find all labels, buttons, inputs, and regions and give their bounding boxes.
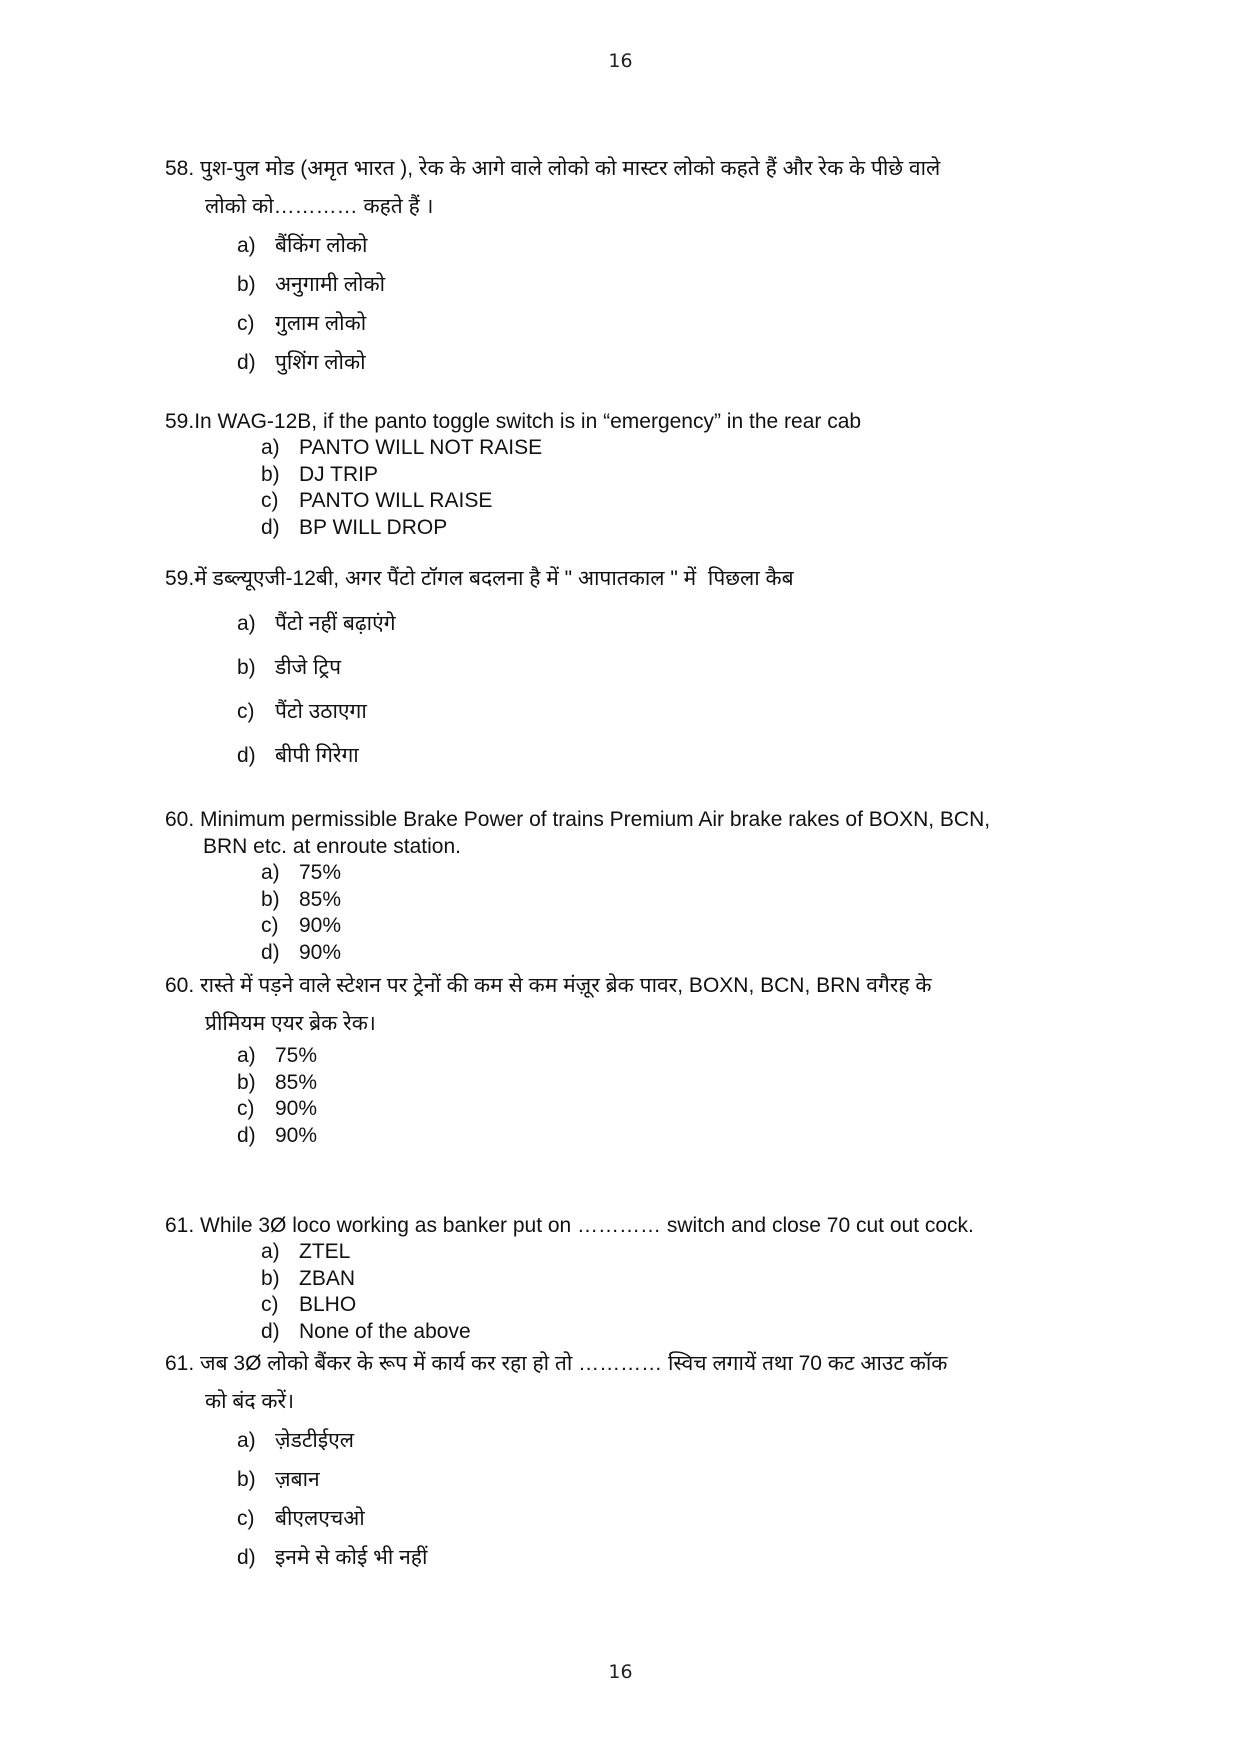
question-58-hindi [165, 150, 940, 382]
option-b[interactable]: b) ZBAN [261, 1266, 356, 1290]
option-b[interactable]: b) ज़बान [237, 1468, 320, 1491]
option-a[interactable]: a) 75% [237, 1044, 318, 1067]
question-text: 61. While 3Ø loco working as banker put on ………… switch and close 70 cut out cock. [165, 1214, 974, 1237]
question-text: 61. जब 3Ø लोको बैंकर के रूप में कार्य कर रहा हो तो ………… स्विच लगायें तथा 70 कट आउट कॉक [165, 1352, 948, 1375]
option-a[interactable]: a) ज़ेडटीईएल [237, 1429, 355, 1452]
question-text: 59.In WAG-12B, if the panto toggle switch is in “emergency” in the rear cab [165, 410, 862, 433]
option-c[interactable]: c) गुलाम लोको [237, 312, 367, 335]
question-text-cont: BRN etc. at enroute station. [203, 835, 461, 858]
option-c[interactable]: c) 90% [237, 1097, 318, 1120]
option-a[interactable]: a) 75% [261, 861, 342, 884]
question-text: 60. रास्ते में पड़ने वाले स्टेशन पर ट्रेनों की कम से कम मंज़ूर ब्रेक पावर, BOXN, BCN, BRN वगैरह के [165, 974, 932, 997]
question-60-hindi [165, 967, 932, 1149]
page-number-bottom: 16 [608, 1661, 633, 1683]
option-b[interactable]: b) DJ TRIP [261, 462, 378, 486]
question-text: 60. Minimum permissible Brake Power of trains Premium Air brake rakes of BOXN, BCN, [165, 808, 991, 831]
option-b[interactable]: b) अनुगामी लोको [237, 273, 386, 296]
question-text: 58. पुश-पुल मोड (अमृत भारत ), रेक के आगे वाले लोको को मास्टर लोको कहते हैं और रेक के पीछे वाले [165, 157, 941, 180]
option-c[interactable]: c) बीएलएचओ [237, 1507, 365, 1530]
option-list [165, 860, 990, 966]
question-text-cont: को बंद करें। [205, 1390, 295, 1413]
option-d[interactable]: d) पुशिंग लोको [237, 351, 366, 374]
option-list [165, 226, 940, 382]
option-c[interactable]: c) BLHO [261, 1293, 357, 1316]
option-a[interactable]: a) ZTEL [261, 1240, 351, 1263]
option-a[interactable]: a) PANTO WILL NOT RAISE [261, 436, 543, 459]
option-c[interactable]: c) पैंटो उठाएगा [237, 700, 367, 723]
option-d[interactable]: d) 90% [261, 940, 342, 964]
option-a[interactable]: a) पैंटो नहीं बढ़ाएंगे [237, 612, 396, 635]
option-b[interactable]: b) 85% [237, 1070, 318, 1094]
question-59-hindi [165, 560, 794, 778]
option-d[interactable]: d) None of the above [261, 1319, 471, 1343]
option-d[interactable]: d) इनमे से कोई भी नहीं [237, 1546, 428, 1569]
option-b[interactable]: b) डीजे ट्रिप [237, 656, 342, 679]
option-list [165, 1239, 974, 1345]
question-text-cont: लोको को………… कहते हैं । [205, 195, 434, 218]
option-c[interactable]: c) 90% [261, 914, 342, 937]
option-list [165, 435, 861, 541]
option-list [165, 602, 794, 778]
option-list [165, 1043, 932, 1149]
option-c[interactable]: c) PANTO WILL RAISE [261, 489, 493, 512]
question-61-hindi [165, 1345, 947, 1577]
option-b[interactable]: b) 85% [261, 887, 342, 911]
question-text-cont: प्रीमियम एयर ब्रेक रेक। [205, 1012, 376, 1035]
option-d[interactable]: d) BP WILL DROP [261, 515, 448, 539]
option-d[interactable]: d) 90% [237, 1123, 318, 1147]
question-61-english [165, 1212, 974, 1345]
option-list [165, 1421, 947, 1577]
option-d[interactable]: d) बीपी गिरेगा [237, 744, 359, 767]
option-a[interactable]: a) बैंकिंग लोको [237, 234, 368, 257]
question-60-english [165, 806, 990, 966]
question-59-english [165, 408, 861, 541]
question-text: 59.में डब्ल्यूएजी-12बी, अगर पैंटो टॉगल बदलना है में " आपातकाल " में पिछला कैब [165, 567, 794, 590]
page-number-top: 16 [608, 50, 633, 72]
